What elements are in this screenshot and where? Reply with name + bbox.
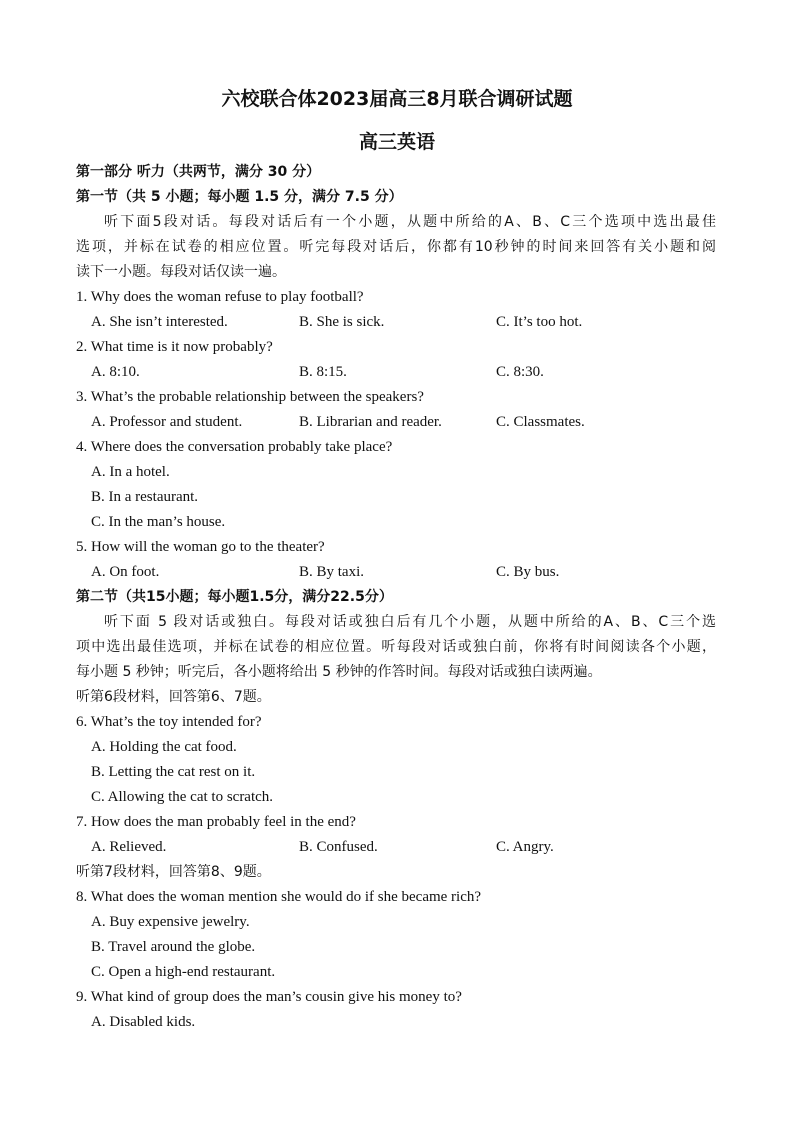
section2-instruction-line: 项中选出最佳选项，并标在试卷的相应位置。听每段对话或独白前，你将有时间阅读各个小题， xyxy=(76,639,716,655)
section1-instruction-line: 读下一小题。每段对话仅读一遍。 xyxy=(76,264,286,280)
option-a: A. Disabled kids. xyxy=(91,1014,196,1030)
question-stem: 2. What time is it now probably? xyxy=(76,339,273,355)
option-b: B. Travel around the globe. xyxy=(91,939,256,955)
option-c: C. It’s too hot. xyxy=(496,314,583,330)
section1-instruction-line: 选项，并标在试卷的相应位置。听完每段对话后，你都有10秒钟的时间来回答有关小题和阅 xyxy=(76,239,716,255)
option-b: B. Letting the cat rest on it. xyxy=(91,764,256,780)
section2-instruction-line: 听下面 5 段对话或独白。每段对话或独白后有几个小题，从题中所给的A、B、C三个选 xyxy=(104,614,716,630)
section1-instruction-line: 听下面5段对话。每段对话后有一个小题，从题中所给的A、B、C三个选项中选出最佳 xyxy=(104,214,716,230)
option-a: A. Professor and student. xyxy=(91,414,243,430)
option-c: C. In the man’s house. xyxy=(91,514,226,530)
option-c: C. By bus. xyxy=(496,564,560,580)
option-a: A. Holding the cat food. xyxy=(91,739,237,755)
option-c: C. Allowing the cat to scratch. xyxy=(91,789,274,805)
section1-heading: 第一节（共 5 小题；每小题 1.5 分，满分 7.5 分） xyxy=(76,189,403,205)
option-a: A. In a hotel. xyxy=(91,464,170,480)
option-b: B. By taxi. xyxy=(299,564,365,580)
option-b: B. In a restaurant. xyxy=(91,489,199,505)
question-stem: 3. What’s the probable relationship between the speakers? xyxy=(76,389,424,405)
question-stem: 9. What kind of group does the man’s cousin give his money to? xyxy=(76,989,462,1005)
material-heading: 听第6段材料，回答第6、7题。 xyxy=(76,689,271,705)
question-stem: 6. What’s the toy intended for? xyxy=(76,714,262,730)
option-b: B. 8:15. xyxy=(299,364,347,380)
option-c: C. Open a high-end restaurant. xyxy=(91,964,276,980)
question-stem: 8. What does the woman mention she would do if she became rich? xyxy=(76,889,482,905)
material-heading: 听第7段材料，回答第8、9题。 xyxy=(76,864,271,880)
option-a: A. 8:10. xyxy=(91,364,140,380)
option-c: C. Angry. xyxy=(496,839,554,855)
question-stem: 5. How will the woman go to the theater? xyxy=(76,539,325,555)
option-b: B. She is sick. xyxy=(299,314,385,330)
question-stem: 7. How does the man probably feel in the end? xyxy=(76,814,356,830)
exam-subtitle: 高三英语 xyxy=(358,131,435,153)
section2-heading: 第二节（共15小题；每小题1.5分，满分22.5分） xyxy=(76,589,393,605)
option-b: B. Librarian and reader. xyxy=(299,414,442,430)
option-c: C. Classmates. xyxy=(496,414,585,430)
question-stem: 1. Why does the woman refuse to play football? xyxy=(76,289,364,305)
section2-instruction-line: 每小题 5 秒钟；听完后，各小题将给出 5 秒钟的作答时间。每段对话或独白读两遍。 xyxy=(76,664,602,680)
option-c: C. 8:30. xyxy=(496,364,544,380)
option-b: B. Confused. xyxy=(299,839,378,855)
option-a: A. Relieved. xyxy=(91,839,167,855)
option-a: A. She isn’t interested. xyxy=(91,314,228,330)
question-stem: 4. Where does the conversation probably take place? xyxy=(76,439,393,455)
exam-title: 六校联合体2023届高三8月联合调研试题 xyxy=(221,88,573,110)
option-a: A. On foot. xyxy=(91,564,160,580)
option-a: A. Buy expensive jewelry. xyxy=(91,914,250,930)
part1-heading: 第一部分 听力（共两节，满分 30 分） xyxy=(76,164,321,180)
